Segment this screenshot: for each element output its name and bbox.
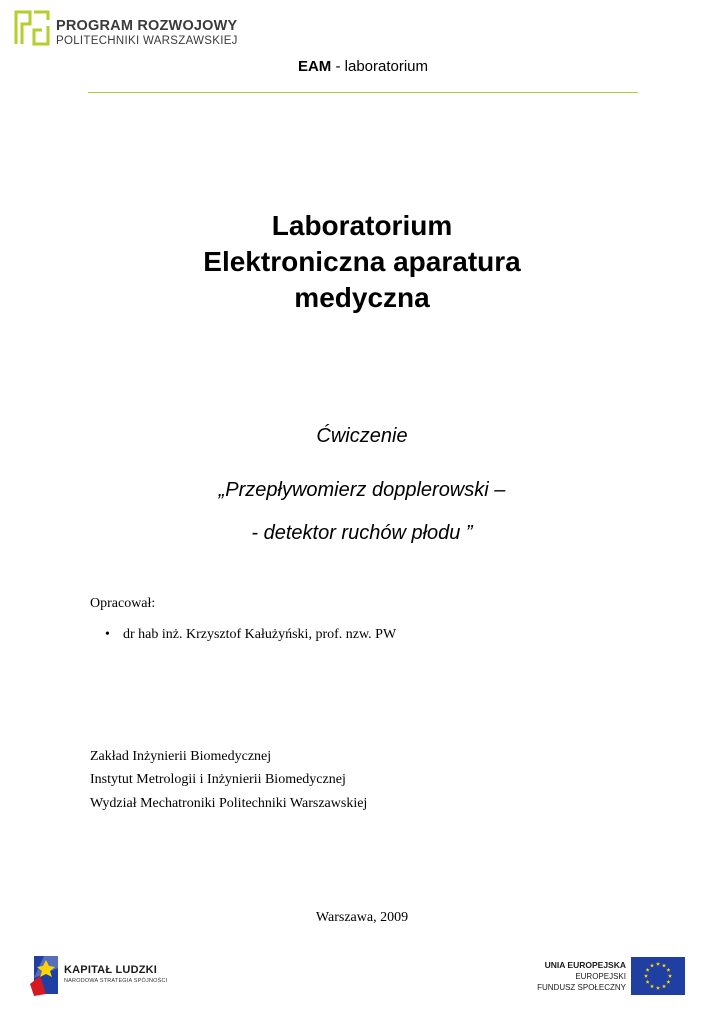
header-course-type: - laboratorium bbox=[331, 58, 429, 75]
title-line-1: Laboratorium bbox=[271, 210, 453, 241]
kapital-ludzki-logo bbox=[30, 954, 190, 1002]
title-line-3: medyczna bbox=[294, 282, 430, 313]
exercise-label: Ćwiczenie bbox=[316, 425, 408, 447]
eu-star-icon bbox=[646, 980, 650, 984]
header-course-code: EAM bbox=[297, 58, 332, 75]
eu-line-1: UNIA EUROPEJSKA bbox=[544, 960, 626, 970]
eu-star-icon bbox=[656, 986, 660, 990]
exercise-title-line-2: - detektor ruchów płodu ” bbox=[251, 522, 473, 544]
bullet-icon: • bbox=[105, 627, 110, 642]
document-header bbox=[88, 58, 638, 75]
eu-flag-icon bbox=[631, 957, 685, 995]
eu-star-icon bbox=[656, 962, 660, 966]
eu-star-icon bbox=[650, 963, 654, 967]
eu-social-fund-logo bbox=[530, 955, 690, 999]
eu-star-icon bbox=[646, 968, 650, 972]
exercise-title-line-1: „Przepływomierz dopplerowski – bbox=[218, 479, 506, 501]
kapital-ludzki-icon bbox=[30, 954, 60, 998]
eu-line-2: EUROPEJSKI bbox=[575, 972, 626, 981]
pw-logo-icon bbox=[14, 10, 50, 46]
affiliation-faculty: Wydział Mechatroniki Politechniki Warszawskiej bbox=[90, 796, 368, 811]
eu-stars-icon bbox=[631, 957, 685, 995]
eu-star-icon bbox=[666, 968, 670, 972]
author-list-item bbox=[105, 627, 396, 643]
program-rozwojowy-logo bbox=[14, 10, 238, 50]
kapital-ludzki-subtitle: NARODOWA STRATEGIA SPÓJNOŚCI bbox=[64, 978, 168, 984]
eu-star-icon bbox=[668, 974, 672, 978]
eu-star-icon bbox=[666, 980, 670, 984]
eu-star-icon bbox=[662, 963, 666, 967]
eu-star-icon bbox=[644, 974, 648, 978]
header-divider bbox=[88, 92, 638, 93]
document-title bbox=[60, 208, 664, 316]
title-line-2: Elektroniczna aparatura bbox=[203, 246, 521, 277]
eu-star-icon bbox=[650, 984, 654, 988]
logo-title: PROGRAM ROZWOJOWY bbox=[56, 18, 238, 34]
affiliation-department: Zakład Inżynierii Biomedycznej bbox=[90, 749, 272, 764]
prepared-by-label: Opracował: bbox=[90, 596, 156, 611]
kapital-ludzki-title: KAPITAŁ LUDZKI bbox=[64, 964, 158, 976]
eu-line-3: FUNDUSZ SPOŁECZNY bbox=[537, 983, 626, 992]
eu-star-icon bbox=[662, 984, 666, 988]
logo-subtitle: POLITECHNIKI WARSZAWSKIEJ bbox=[56, 35, 238, 47]
author-name: dr hab inż. Krzysztof Kałużyński, prof. nzw. PW bbox=[123, 627, 397, 642]
place-and-date: Warszawa, 2009 bbox=[315, 910, 409, 925]
affiliation-institute: Instytut Metrologii i Inżynierii Biomedycznej bbox=[90, 772, 346, 787]
